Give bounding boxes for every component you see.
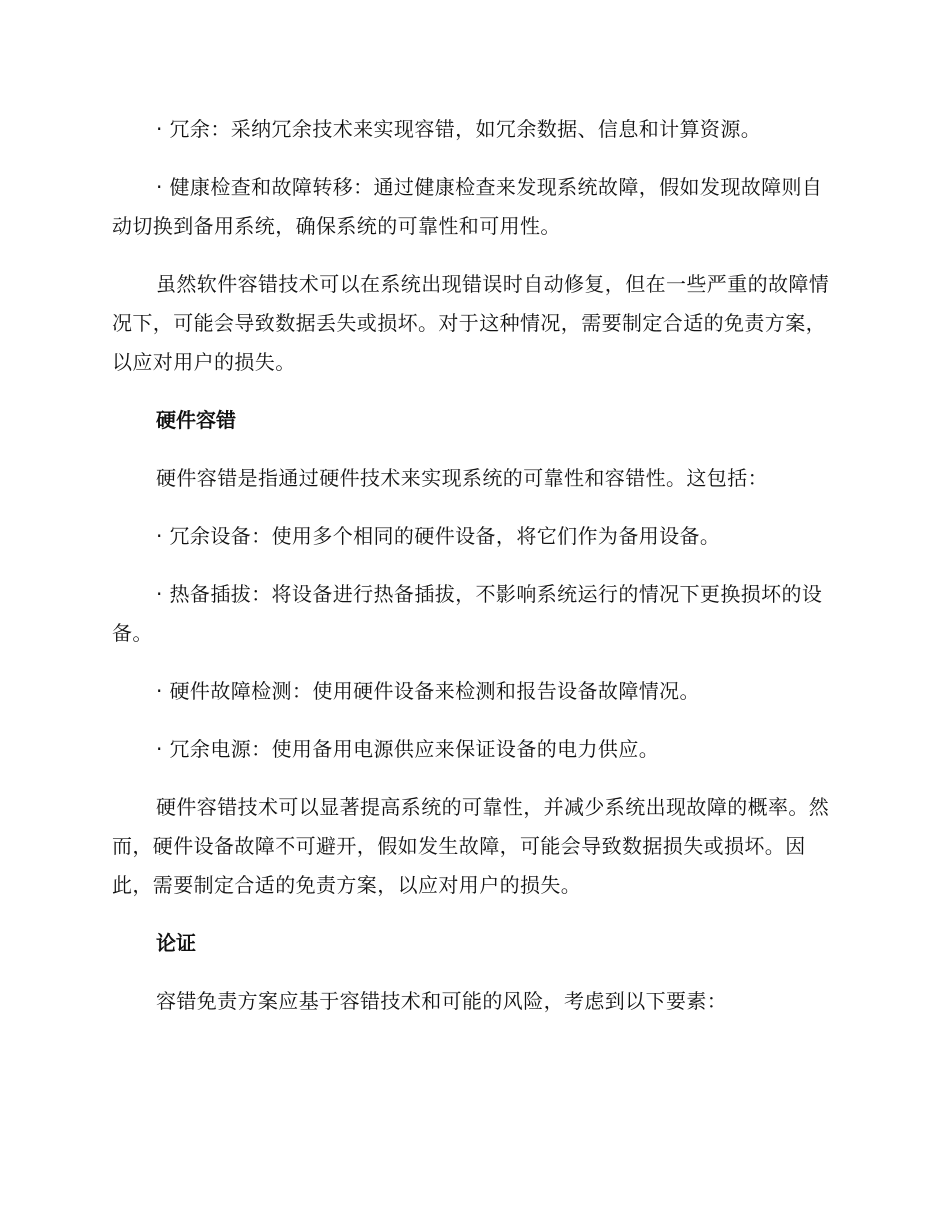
bullet-health-check: · 健康检查和故障转移：通过健康检查来发现系统故障，假如发现故障则自动切换到备用系统，确保系统的可靠性和可用性。 xyxy=(112,175,823,238)
bullet-hot-swap: · 热备插拔：将设备进行热备插拔，不影响系统运行的情况下更换损坏的设备。 xyxy=(112,582,823,645)
document-body xyxy=(112,110,834,1040)
paragraph-argument-intro: 容错免责方案应基于容错技术和可能的风险，考虑到以下要素： xyxy=(156,989,728,1013)
paragraph-hardware-summary: 硬件容错技术可以显著提高系统的可靠性，并减少系统出现故障的概率。然而，硬件设备故障不可避开，假如发生故障，可能会导致数据损失或损坏。因此，需要制定合适的免责方案，以应对用户的损失。 xyxy=(112,795,830,897)
paragraph-hardware-intro: 硬件容错是指通过硬件技术来实现系统的可靠性和容错性。这包括： xyxy=(156,466,768,490)
section-heading-argument: 论证 xyxy=(156,931,196,955)
section-heading-hardware: 硬件容错 xyxy=(156,408,236,432)
paragraph-software-fault-tolerance-summary: 虽然软件容错技术可以在系统出现错误时自动修复，但在一些严重的故障情况下，可能会导致数据丢失或损坏。对于这种情况，需要制定合适的免责方案，以应对用户的损失。 xyxy=(112,272,830,374)
bullet-redundant-devices: · 冗余设备：使用多个相同的硬件设备，将它们作为备用设备。 xyxy=(156,524,721,548)
bullet-redundant-power: · 冗余电源：使用备用电源供应来保证设备的电力供应。 xyxy=(156,737,660,761)
bullet-redundancy: · 冗余：采纳冗余技术来实现容错，如冗余数据、信息和计算资源。 xyxy=(156,117,762,141)
bullet-hardware-fault-detection: · 硬件故障检测：使用硬件设备来检测和报告设备故障情况。 xyxy=(156,679,700,703)
